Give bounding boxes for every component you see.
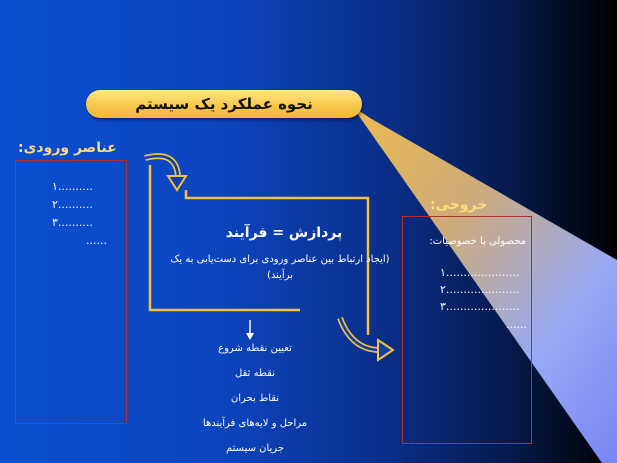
output-subheading: محصولی با خصوصیات:: [429, 236, 526, 247]
output-item-1: ۱.....................: [440, 266, 520, 279]
down-arrow-head: [246, 333, 254, 340]
inputs-heading: عناصر ورودی:: [18, 140, 117, 156]
input-item-2: ۲..........: [52, 198, 93, 211]
output-item-4: ......: [506, 318, 527, 331]
input-item-3: ۳..........: [52, 216, 93, 229]
process-step-1: تعیین نقطه شروع: [218, 343, 292, 354]
input-item-1: ۱..........: [52, 180, 93, 193]
process-step-5: جریان سیستم: [225, 443, 285, 454]
process-step-2: نقطه ثقل: [235, 368, 275, 379]
process-title: پردازش = فرآیند: [225, 225, 343, 241]
output-item-3: ۳.....................: [440, 300, 520, 313]
output-heading: خروجی:: [430, 197, 488, 213]
output-item-2: ۲.....................: [440, 283, 520, 296]
process-description: (ایجاد ارتباط بین عناصر ورودی برای دست‌یابی به یک برآیند): [170, 254, 390, 281]
input-item-4: ......: [86, 234, 107, 247]
arrow-in-head: [168, 176, 186, 190]
title-text: نحوه عملکرد یک سیستم: [135, 95, 313, 113]
arrow-out-head: [378, 340, 393, 360]
process-step-3: نقاط بحران: [230, 393, 280, 404]
process-step-4: مراحل و لایه‌های فرآیندها: [202, 418, 308, 429]
